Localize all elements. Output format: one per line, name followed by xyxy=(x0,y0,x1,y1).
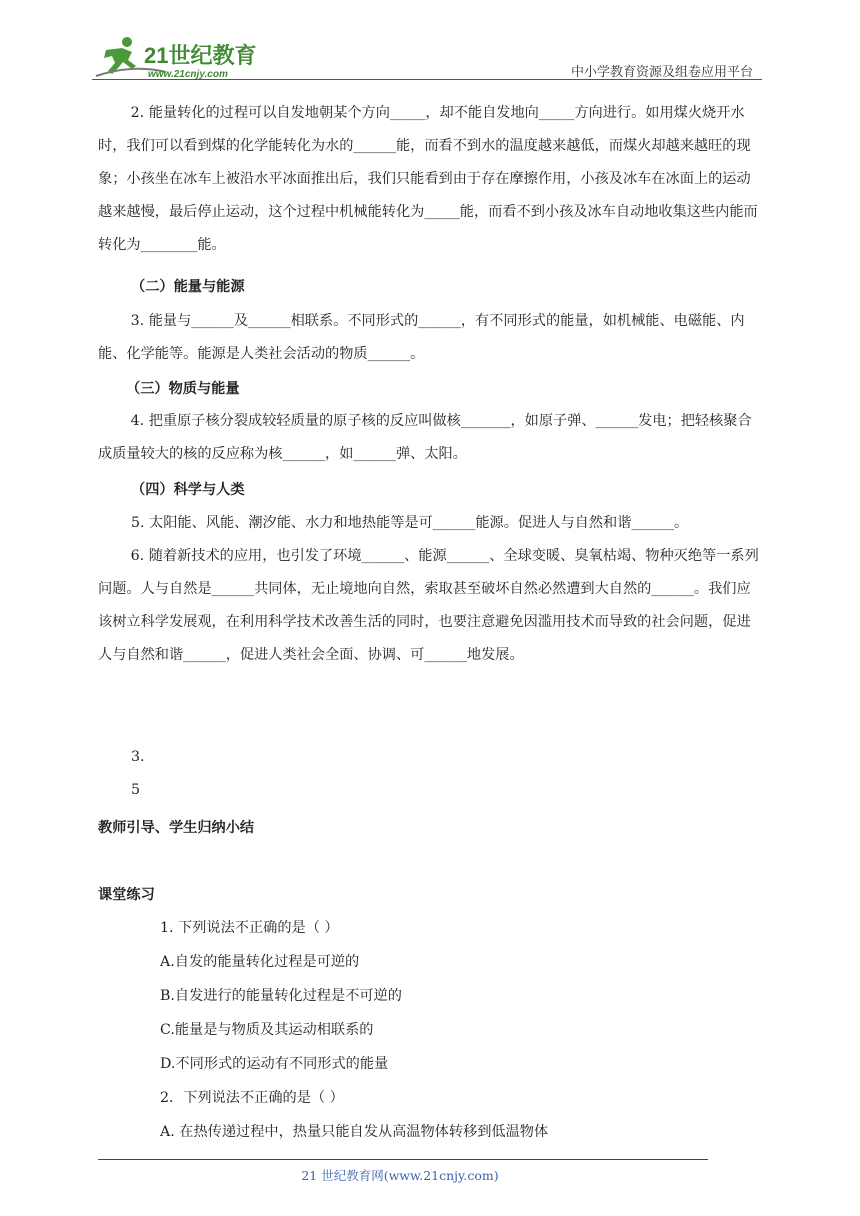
logo-text: 21世纪教育 xyxy=(144,43,257,68)
paragraph-6: 6. 随着新技术的应用，也引发了环境______、能源______、全球变暖、臭氧枯竭、物种灭绝等一系列问题。人与自然是______共同体，无止境地向自然，索取甚至破坏自然必然遭到大自然的______。我们应该树立科学发展观，在利用科学技术改善生活的同时，也要注意避免因滥用技术而导致的社会问题，促进人与自然和谐______，促进人类社会全面、协调、可______地发展。 xyxy=(98,548,759,663)
question-1-option-d: D.不同形式的运动有不同形式的能量 xyxy=(160,1056,389,1072)
header-platform-text: 中小学教育资源及组卷应用平台 xyxy=(571,65,754,80)
question-1: 1. 下列说法不正确的是（ ） xyxy=(160,920,339,936)
question-1-option-a: A.自发的能量转化过程是可逆的 xyxy=(160,954,360,970)
footer-divider xyxy=(98,1159,708,1160)
paragraph-4: 4. 把重原子核分裂成较轻质量的原子核的反应叫做核_______，如原子弹、______发电；把轻核聚合成质量较大的核的反应称为核______，如______弹、太阳。 xyxy=(98,413,752,462)
stray-number-5: 5 xyxy=(131,782,141,798)
site-logo xyxy=(92,36,262,80)
question-2-option-a: A. 在热传递过程中，热量只能自发从高温物体转移到低温物体 xyxy=(160,1124,549,1140)
paragraph-2: 2. 能量转化的过程可以自发地朝某个方向_____，却不能自发地向_____方向进行。如用煤火烧开水时，我们可以看到煤的化学能转化为水的______能，而看不到水的温度越来越低，而煤火却越来越旺的现象；小孩坐在冰车上被沿水平冰面推出后，我们只能看到由于存在摩擦作用，小孩及冰车在冰面上的运动越来越慢，最后停止运动，这个过程中机械能转化为_____能，而看不到小孩及冰车自动地收集这些内能而转化为________能。 xyxy=(98,105,758,253)
practice-heading: 课堂练习 xyxy=(98,887,155,903)
section-heading-energy-sources: （二）能量与能源 xyxy=(131,279,245,295)
section-heading-matter-energy: （三）物质与能量 xyxy=(126,381,240,397)
section-heading-science-humanity: （四）科学与人类 xyxy=(131,482,245,498)
footer-site-text: 21 世纪教育网(www.21cnjy.com) xyxy=(301,1168,499,1183)
stray-number-3: 3. xyxy=(131,749,145,765)
paragraph-3: 3. 能量与______及______相联系。不同形式的______，有不同形式的能量，如机械能、电磁能、内能、化学能等。能源是人类社会活动的物质______。 xyxy=(98,313,745,362)
question-1-option-c: C.能量是与物质及其运动相联系的 xyxy=(160,1022,374,1038)
summary-heading: 教师引导、学生归纳小结 xyxy=(98,820,255,836)
logo-url: www.21cnjy.com xyxy=(148,69,228,80)
question-2: 2．下列说法不正确的是（ ） xyxy=(160,1090,344,1106)
header-divider xyxy=(92,79,762,80)
paragraph-5: 5. 太阳能、风能、潮汐能、水力和地热能等是可______能源。促进人与自然和谐______。 xyxy=(131,515,689,531)
question-1-option-b: B.自发进行的能量转化过程是不可逆的 xyxy=(160,988,402,1004)
